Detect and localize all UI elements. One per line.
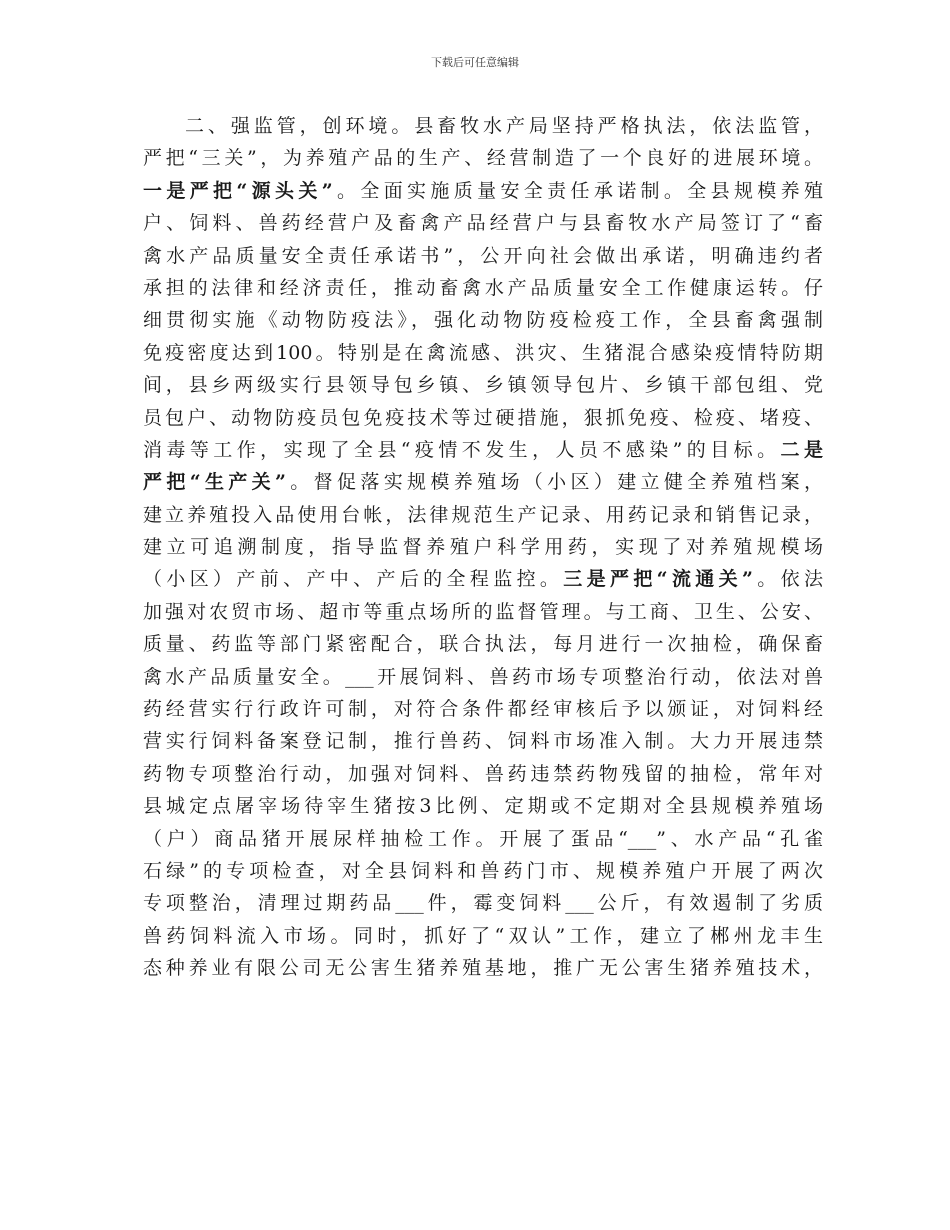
body-text: 免疫密度达到100。特别是在禽流感、洪灾、生猪混合感染疫情特防期 (143, 341, 823, 364)
text-line (143, 823, 823, 855)
text-line (143, 304, 823, 336)
body-text: 严把“三关”，为养殖产品的生产、经营制造了一个良好的进展环境。 (143, 147, 823, 170)
text-line (143, 466, 823, 498)
bold-heading-text: 严把“生产关” (143, 471, 286, 494)
body-text: 加强对农贸市场、超市等重点场所的监督管理。与工商、卫生、公安、 (143, 600, 823, 623)
document-body (143, 110, 823, 985)
body-text: 专项整治，清理过期药品___件，霉变饲料___公斤，有效遏制了劣质 (143, 892, 823, 915)
body-text: 建立养殖投入品使用台帐，法律规范生产记录、用药记录和销售记录， (143, 503, 823, 526)
text-line (143, 499, 823, 531)
text-line (143, 175, 823, 207)
text-line (143, 337, 823, 369)
text-line (143, 855, 823, 887)
page-header (0, 54, 950, 70)
text-line (143, 628, 823, 660)
body-text: 禽水产品质量安全。___开展饲料、兽药市场专项整治行动，依法对兽 (143, 665, 823, 688)
body-text: 建立可追溯制度，指导监督养殖户科学用药，实现了对养殖规模场 (143, 536, 823, 559)
bold-heading-text: 一是严把“源头关” (143, 179, 333, 202)
body-text: 禽水产品质量安全责任承诺书”，公开向社会做出承诺，明确违约者 (143, 244, 823, 267)
text-line (143, 952, 823, 984)
body-text: 县城定点屠宰场待宰生猪按3比例、定期或不定期对全县规模养殖场 (143, 795, 823, 818)
text-line (143, 207, 823, 239)
text-line (143, 240, 823, 272)
body-text: 。全面实施质量安全责任承诺制。全县规模养殖 (332, 179, 823, 202)
body-text: 药物专项整治行动，加强对饲料、兽药违禁药物残留的抽检，常年对 (143, 762, 823, 785)
body-text: 细贯彻实施《动物防疫法》，强化动物防疫检疫工作，全县畜禽强制 (143, 309, 823, 332)
text-line (143, 887, 823, 919)
text-line (143, 369, 823, 401)
body-text: （小区）产前、产中、产后的全程监控。 (143, 568, 564, 591)
header-text: 下载后可任意编辑 (431, 56, 519, 69)
bold-heading-text: 三是严把“流通关” (563, 568, 753, 591)
text-line (143, 758, 823, 790)
body-text: 质量、药监等部门紧密配合，联合执法，每月进行一次抽检，确保畜 (143, 633, 823, 656)
text-line (143, 272, 823, 304)
body-text: 二、强监管，创环境。县畜牧水产局坚持严格执法，依法监管， (185, 115, 823, 137)
text-line (143, 110, 823, 142)
body-text: 户、饲料、兽药经营户及畜禽产品经营户与县畜牧水产局签订了“畜 (143, 212, 823, 235)
text-line (143, 434, 823, 466)
text-line (143, 725, 823, 757)
text-line (143, 920, 823, 952)
body-text: 石绿”的专项检查，对全县饲料和兽药门市、规模养殖户开展了两次 (143, 859, 823, 882)
text-line (143, 790, 823, 822)
body-text: 承担的法律和经济责任，推动畜禽水产品质量安全工作健康运转。仔 (143, 276, 823, 299)
body-text: 药经营实行行政许可制，对符合条件都经审核后予以颁证，对饲料经 (143, 698, 823, 721)
body-text: 态种养业有限公司无公害生猪养殖基地，推广无公害生猪养殖技术， (143, 957, 823, 980)
body-text: 员包户、动物防疫员包免疫技术等过硬措施，狠抓免疫、检疫、堵疫、 (143, 406, 823, 429)
text-line (143, 693, 823, 725)
body-text: 。依法 (752, 568, 823, 591)
body-text: （户）商品猪开展尿样抽检工作。开展了蛋品“___”、水产品“孔雀 (143, 827, 823, 850)
text-line (143, 142, 823, 174)
text-line (143, 661, 823, 693)
body-text: 。督促落实规模养殖场（小区）建立健全养殖档案， (285, 471, 823, 494)
body-text: 兽药饲料流入市场。同时，抓好了“双认”工作，建立了郴州龙丰生 (143, 924, 823, 947)
body-text: 营实行饲料备案登记制，推行兽药、饲料市场准入制。大力开展违禁 (143, 730, 823, 753)
text-line (143, 563, 823, 595)
text-line (143, 596, 823, 628)
body-text: 消毒等工作，实现了全县“疫情不发生，人员不感染”的目标。 (143, 438, 781, 461)
body-text: 间，县乡两级实行县领导包乡镇、乡镇领导包片、乡镇干部包组、党 (143, 374, 823, 397)
text-line (143, 531, 823, 563)
bold-heading-text: 二是 (780, 438, 823, 461)
text-line (143, 402, 823, 434)
